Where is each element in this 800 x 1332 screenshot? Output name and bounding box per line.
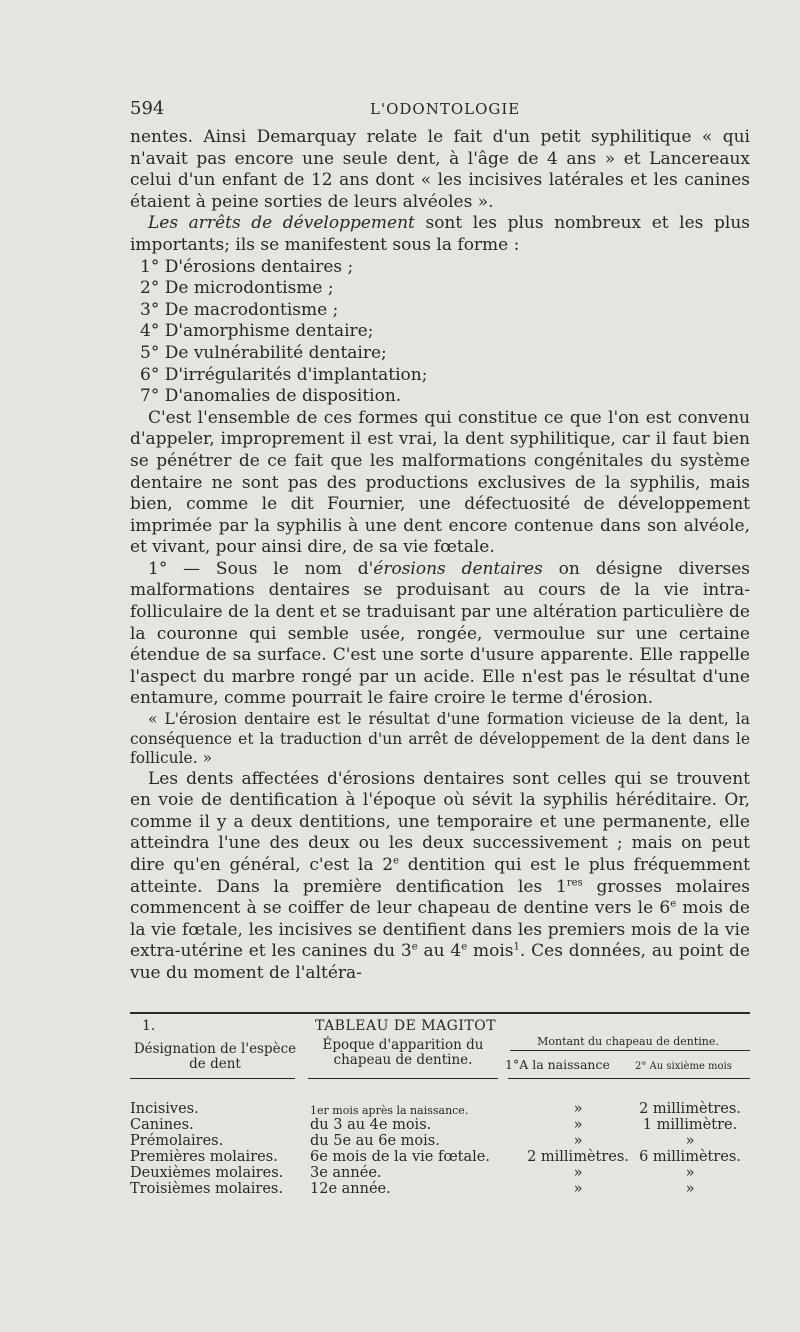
header-espece: Désignation de l'espèce de dent [133,1041,297,1072]
table-row [130,1149,750,1166]
cell-dent: Troisièmes molaires. [130,1181,283,1197]
paragraph-4-rest: on désigne diverses malformations dentaires se produisant au cours de la vie intra-folliculaire de la dent et se traduisant par une altération particulière de la couronne qui semble usée, rongée, vermoulue sur une certaine étendue de sa surface. C'est une sorte d'usure apparente. Elle rappelle l'aspect du marbre rongé par un acide. Elle n'est pas le résultat d'une entamure, comme pourrait le faire croire le terme d'érosion. [130,558,750,709]
rule [508,1078,750,1079]
rule [308,1078,498,1079]
cell-epoque: 6e mois de la vie fœtale. [310,1149,490,1165]
cell-naissance: » [573,1165,583,1181]
table-row [130,1181,750,1198]
cell-dent: Deuxièmes molaires. [130,1165,284,1181]
header-sixieme: 2° Au sixième mois [635,1061,732,1072]
cell-dent: Canines. [130,1117,194,1133]
rule [130,1078,295,1079]
text-run: mois de la vie fœtale, les incisives se dentifient dans les premiers mois de la vie extra-utérine et les canines du 3 [130,898,750,962]
cell-naissance: » [573,1181,583,1197]
paragraph-4 [130,559,750,710]
table-row [130,1101,750,1118]
cell-epoque: 1er mois après la naissance. [310,1104,469,1117]
list-item: 1° D'érosions dentaires ; [140,256,354,277]
page-number: 594 [130,98,165,119]
header-montant: Montant du chapeau de dentine. [537,1035,719,1048]
body-text [130,127,750,984]
footnote-ref: 1 [513,941,520,953]
paragraph-4-start: 1° — Sous le nom d' [148,558,374,579]
block-quote: « L'érosion dentaire est le résultat d'une formation vicieuse de la dent, la conséquence et la traduction d'un arrêt de développement de la dent dans le follicule. » [130,710,750,768]
text-run: au 4 [417,941,462,962]
paragraph-5 [130,769,750,985]
footnote-rule [130,1012,750,1014]
superscript: res [566,876,583,888]
paragraph-2 [130,213,750,256]
cell-sixieme: 2 millimètres. [639,1101,741,1117]
header-naissance: 1°A la naissance [505,1057,610,1072]
superscript: e [670,898,677,910]
table-row [130,1165,750,1182]
paragraph-2-rest: sont les plus nombreux et les plus importants; ils se manifestent sous la forme : [130,213,750,255]
list-item: 4° D'amorphisme dentaire; [140,321,374,342]
cell-sixieme: 1 millimètre. [642,1117,738,1133]
text-run: . Ces données, au point de vue du moment de l'altéra- [130,941,750,983]
text-run: Les dents affectées d'érosions dentaires sont celles qui se trouvent en voie de dentification à l'époque où sévit la syphilis héréditaire. Or, comme il y a deux dentitions, une temporaire et une permanente, elle atteindra l'une des deux ou les deux successivement ; mais on peut dire qu'en général, c'est la 2 [130,768,750,875]
cell-sixieme: » [685,1181,695,1197]
list-item: 3° De macrodontisme ; [140,299,339,320]
text-run: dentition qui est le plus fréquemment atteinte. Dans la première dentification les 1 [130,854,750,897]
cell-dent: Prémolaires. [130,1133,224,1149]
cell-naissance: » [573,1101,583,1117]
cell-sixieme: » [685,1165,695,1181]
list-item: 5° De vulnérabilité dentaire; [140,342,387,363]
footnote-number: 1. [142,1018,156,1034]
superscript: e [411,941,418,953]
text-run: grosses molaires commencent à se coiffer de leur chapeau de dentine vers le 6 [130,876,751,919]
paragraph-3: C'est l'ensemble de ces formes qui constitue ce que l'on est convenu d'appeler, improprement il est vrai, la dent syphilitique, car il faut bien se pénétrer de ce fait que les malformations congénitales du système dentaire ne sont pas des productions exclusives de la syphilis, mais bien, comme le dit Fournier, une défectuosité de développement imprimée par la syphilis à une dent encore contenue dans son alvéole, et vivant, pour ainsi dire, de sa vie fœtale. [130,407,750,558]
superscript: e [393,855,399,867]
list-item: 2° De microdontisme ; [140,278,334,299]
list-item: 6° D'irrégularités d'implantation; [140,364,428,385]
cell-dent: Incisives. [130,1101,199,1117]
italic-term: érosions dentaires [373,558,543,579]
paragraph-1: nentes. Ainsi Demarquay relate le fait d'un petit syphilitique « qui n'avait pas encore une seule dent, à l'âge de 4 ans » et Lancereaux celui d'un enfant de 12 ans dont « les incisives latérales et les canines étaient à peine sorties de leurs alvéoles ». [130,127,750,212]
table-row [130,1133,750,1150]
cell-sixieme: » [685,1133,695,1149]
header-epoque: Époque d'apparition du chapeau de dentine. [322,1037,484,1068]
text-run: mois [467,941,514,962]
cell-dent: Premières molaires. [130,1149,278,1165]
cell-epoque: 3e année. [310,1165,382,1181]
table-title: TABLEAU DE MAGITOT [315,1018,497,1034]
cell-epoque: du 3 au 4e mois. [310,1117,432,1133]
italic-term: Les arrêts de développement [148,213,415,234]
running-head: L'ODONTOLOGIE [370,100,521,118]
header-divider [510,1050,750,1051]
page-header [130,98,750,124]
cell-sixieme: 6 millimètres. [639,1149,741,1165]
cell-epoque: du 5e au 6e mois. [310,1133,440,1149]
cell-naissance: 2 millimètres. [527,1149,629,1165]
superscript: e [461,941,468,953]
cell-naissance: » [573,1117,583,1133]
cell-naissance: » [573,1133,583,1149]
list-item: 7° D'anomalies de disposition. [140,386,402,407]
cell-epoque: 12e année. [310,1181,391,1197]
table-row [130,1117,750,1134]
